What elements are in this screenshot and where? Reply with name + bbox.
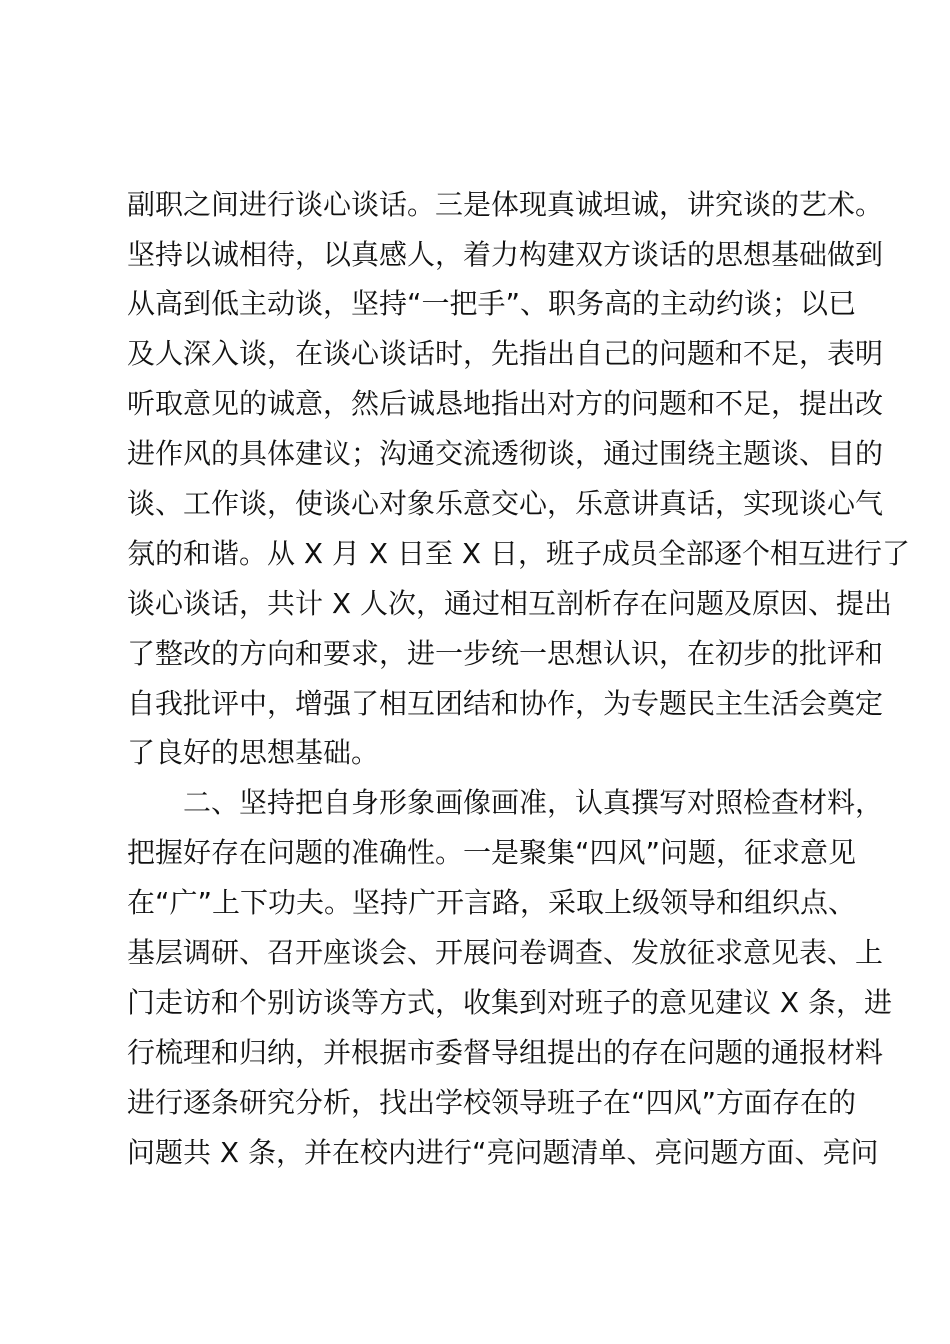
- text-line: 了整改的方向和要求，进一步统一思想认识，在初步的批评和: [127, 637, 884, 670]
- text-line: 门走访和个别访谈等方式，收集到对班子的意见建议 X 条，进: [127, 986, 892, 1019]
- text-line: 在“广”上下功夫。坚持广开言路，采取上级领导和组织点、: [127, 886, 857, 919]
- text-line: 进作风的具体建议；沟通交流透彻谈，通过围绕主题谈、目的: [127, 437, 884, 470]
- text-line: 氛的和谐。从 X 月 X 日至 X 日，班子成员全部逐个相互进行了: [127, 537, 910, 570]
- text-line: 行梳理和归纳，并根据市委督导组提出的存在问题的通报材料: [127, 1036, 884, 1069]
- text-line: 副职之间进行谈心谈话。三是体现真诚坦诚，讲究谈的艺术。: [127, 188, 884, 221]
- text-line: 听取意见的诚意，然后诚恳地指出对方的问题和不足，提出改: [127, 387, 884, 420]
- text-line: 问题共 X 条，并在校内进行“亮问题清单、亮问题方面、亮问: [127, 1136, 879, 1169]
- text-line: 谈心谈话，共计 X 人次，通过相互剖析存在问题及原因、提出: [127, 587, 892, 620]
- text-line: 坚持以诚相待，以真感人，着力构建双方谈话的思想基础做到: [127, 238, 884, 271]
- text-line: 了良好的思想基础。: [127, 736, 380, 769]
- text-line: 进行逐条研究分析，找出学校领导班子在“四风”方面存在的: [127, 1086, 857, 1119]
- text-line: 从高到低主动谈，坚持“一把手”、职务高的主动约谈；以已: [127, 287, 857, 320]
- text-line: 把握好存在问题的准确性。一是聚集“四风”问题，征求意见: [127, 836, 857, 869]
- text-line: 谈、工作谈，使谈心对象乐意交心，乐意讲真话，实现谈心气: [127, 487, 884, 520]
- text-line: 及人深入谈，在谈心谈话时，先指出自己的问题和不足，表明: [127, 337, 884, 370]
- text-line: 基层调研、召开座谈会、开展问卷调查、发放征求意见表、上: [127, 936, 884, 969]
- text-line: 二、坚持把自身形象画像画准，认真撰写对照检查材料，: [183, 786, 884, 819]
- text-line: 自我批评中，增强了相互团结和协作，为专题民主生活会奠定: [127, 687, 884, 720]
